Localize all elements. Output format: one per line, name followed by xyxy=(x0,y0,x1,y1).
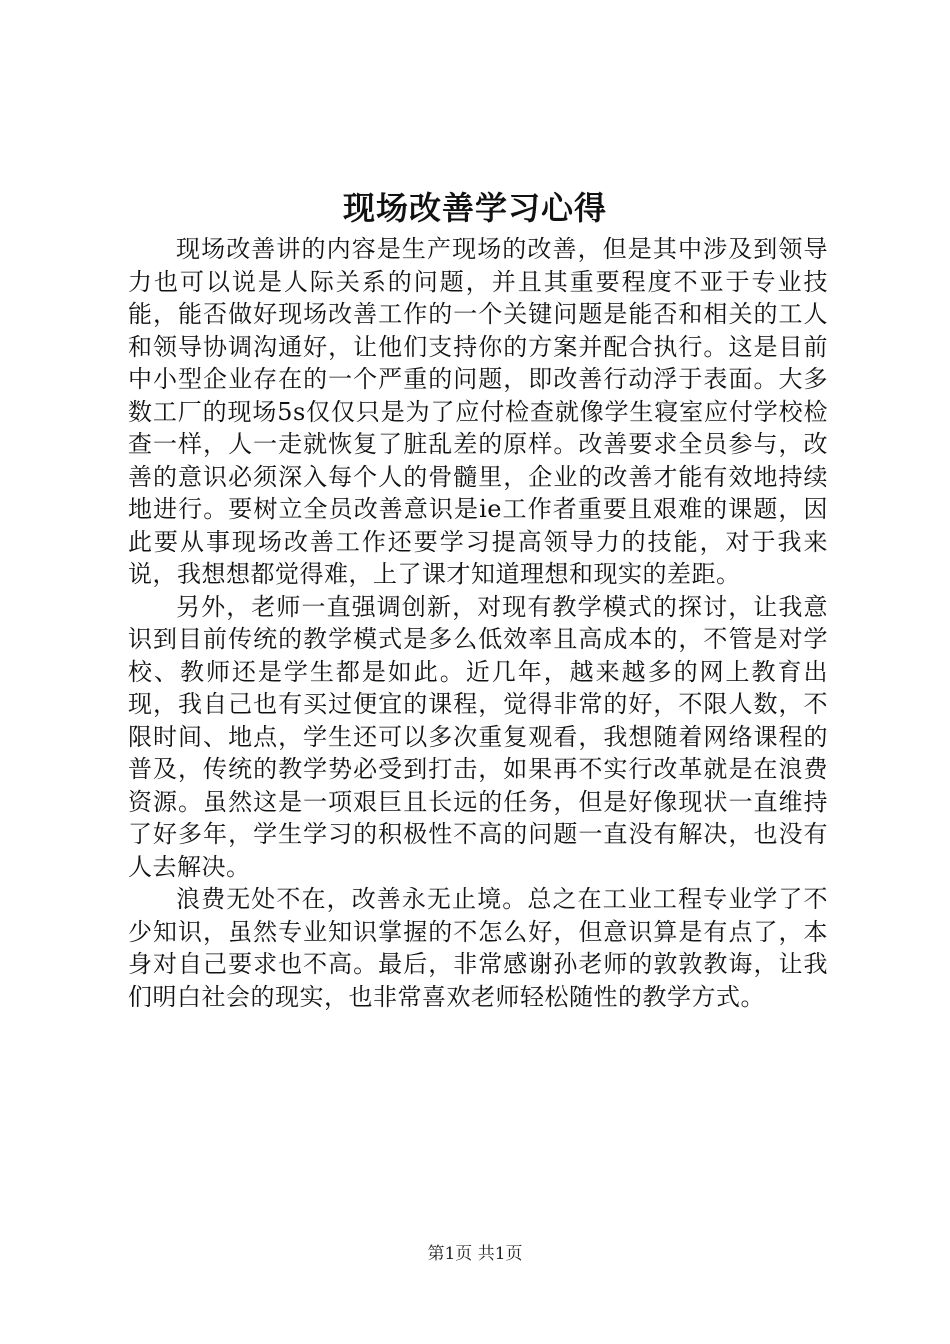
paragraph-3: 浪费无处不在，改善永无止境。总之在工业工程专业学了不少知识，虽然专业知识掌握的不怎么好，但意识算是有点了，本身对自己要求也不高。最后，非常感谢孙老师的敦敦教诲，让我们明白社会的现实，也非常喜欢老师轻松随性的教学方式。 xyxy=(128,885,828,1011)
page-number-footer: 第1页 共1页 xyxy=(427,1244,523,1264)
paragraph-1: 现场改善讲的内容是生产现场的改善，但是其中涉及到领导力也可以说是人际关系的问题，并且其重要程度不亚于专业技能，能否做好现场改善工作的一个关键问题是能否和相关的工人和领导协调沟通好，让他们支持你的方案并配合执行。这是目前中小型企业存在的一个严重的问题，即改善行动浮于表面。大多数工厂的现场5s仅仅只是为了应付检查就像学生寝室应付学校检查一样，人一走就恢复了脏乱差的原样。改善要求全员参与，改善的意识必须深入每个人的骨髓里，企业的改善才能有效地持续地进行。要树立全员改善意识是ie工作者重要且艰难的课题，因此要从事现场改善工作还要学习提高领导力的技能，对于我来说，我想想都觉得难，上了课才知道理想和现实的差距。 xyxy=(128,235,828,588)
paragraph-2: 另外，老师一直强调创新，对现有教学模式的探讨，让我意识到目前传统的教学模式是多么低效率且高成本的，不管是对学校、教师还是学生都是如此。近几年，越来越多的网上教育出现，我自己也有买过便宜的课程，觉得非常的好，不限人数，不限时间、地点，学生还可以多次重复观看，我想随着网络课程的普及，传统的教学势必受到打击，如果再不实行改革就是在浪费资源。虽然这是一项艰巨且长远的任务，但是好像现状一直维持了好多年，学生学习的积极性不高的问题一直没有解决，也没有人去解决。 xyxy=(128,592,828,881)
document-title: 现场改善学习心得 xyxy=(342,189,607,227)
document-body xyxy=(128,233,828,1013)
